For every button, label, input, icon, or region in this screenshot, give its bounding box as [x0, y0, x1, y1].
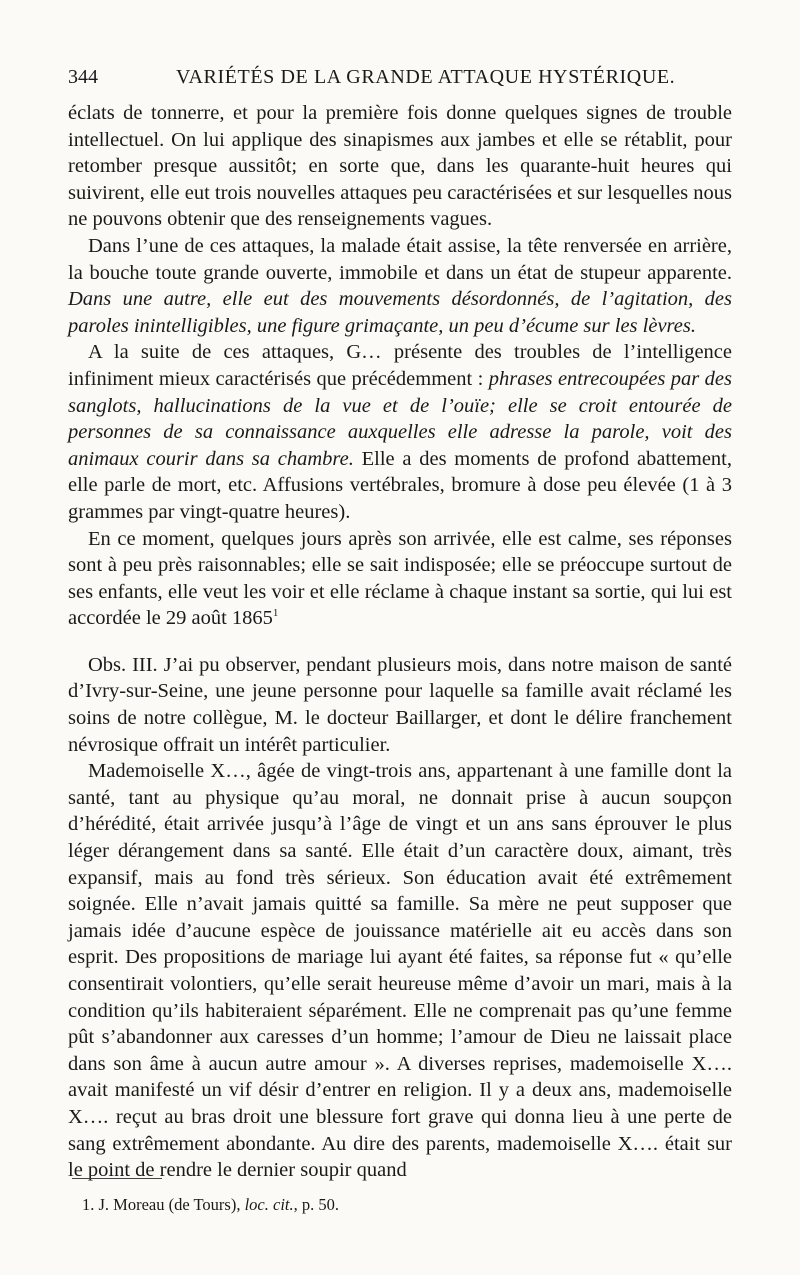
paragraph-obs-3: Obs. III. J’ai pu observer, pendant plusieurs mois, dans notre maison de santé d’Ivry-sur-Seine, une jeune personne pour laquelle sa famille avait réclamé les soins de notre collègue, M. le docteur Baillarger, et dont le délire franchement névrosique offrait un intérêt particulier.: [68, 653, 732, 756]
paragraph-2: [68, 233, 732, 339]
paragraph-4: [68, 526, 732, 632]
running-title: VARIÉTÉS DE LA GRANDE ATTAQUE HYSTÉRIQUE.: [176, 66, 676, 88]
paragraph-3-text: A la suite de ces attaques, G… présente des troubles de l’intelligence infiniment mieux caractérisés que précédemment :: [68, 341, 732, 390]
footnote-number: 1.: [82, 1195, 95, 1214]
footnote-page: , p. 50.: [293, 1195, 339, 1214]
footnote: [82, 1195, 339, 1215]
page-number: 344: [68, 66, 98, 88]
footnote-ref-text: loc. cit.: [244, 1195, 294, 1214]
body-text: [68, 100, 732, 1184]
footnote-ref: 1: [272, 607, 279, 620]
paragraph-3: [68, 339, 732, 525]
paragraph-2-text: Dans l’une de ces attaques, la malade était assise, la tête renversée en arrière, la bouche toute grande ouverte, immobile et dans un état de stupeur apparente.: [68, 234, 732, 284]
paragraph-3-tail: Elle a des moments de profond abattement, elle parle de mort, etc. Affusions vertébrales, bromure à dose peu élevée (1 à 3 grammes par vingt-quatre heures).: [68, 447, 733, 523]
paragraph-2-italic: Dans une autre, elle eut des mouvements désordonnés, de l’agitation, des paroles inintelligibles, une figure grimaçante, un peu d’écume sur les lèvres.: [68, 288, 732, 337]
footnote-author: J. Moreau (de Tours),: [98, 1195, 245, 1214]
paragraph-3-italic: phrases entrecoupées par des sanglots, hallucinations de la vue et de l’ouïe; elle se croit entourée de personnes de sa connaissance auxquelles elle adresse la parole, voit des animaux courir dans sa chambre.: [68, 367, 732, 470]
paragraph-1: éclats de tonnerre, et pour la première fois donne quelques signes de trouble intellectuel. On lui applique des sinapismes aux jambes et elle se rétablit, pour retomber presque aussitôt; en sorte que, dans les quarante-huit heures qui suivirent, elle eut trois nouvelles attaques peu caractérisées et sur lesquelles nous ne pouvons obtenir que des renseignements vagues.: [68, 102, 732, 231]
paragraph-4-text: En ce moment, quelques jours après son arrivée, elle est calme, ses réponses sont à peu près raisonnables; elle se sait indisposée; elle se préoccupe surtout de ses enfants, elle veut les voir et elle réclame à chaque instant sa sortie, qui lui est accordée le 29 août 1865: [68, 527, 732, 630]
footnote-divider: [72, 1178, 162, 1179]
page-header: [68, 66, 736, 96]
paragraph-mademoiselle-x: Mademoiselle X…, âgée de vingt-trois ans, appartenant à une famille dont la santé, tant au physique qu’au moral, ne donnait prise à aucun soupçon d’hérédité, était arrivée jusqu’à l’âge de vingt et un ans sans éprouver le plus léger dérangement dans sa santé. Elle était d’un caractère doux, aimant, très expansif, mais au fond très sérieux. Son éducation avait été extrêmement soignée. Elle n’avait jamais quitté sa famille. Sa mère ne peut supposer que jamais idée d’aucune espèce de jouissance matérielle ait eu accès dans son esprit. Des propositions de mariage lui ayant été faites, sa réponse fut « qu’elle consentirait volontiers, qu’elle serait heureuse même d’avoir un mari, mais à la condition qu’ils habiteraient séparément. Elle ne comprenait pas qu’une femme pût s’abandonner aux caresses d’un homme; l’amour de Dieu ne laissait place dans son âme à aucun autre amour ». A diverses reprises, mademoiselle X…. avait manifesté un vif désir d’entrer en religion. Il y a deux ans, mademoiselle X…. reçut au bras droit une blessure fort grave qui donna lieu à une perte de sang extrêmement abondante. Au dire des parents, mademoiselle X…. était sur le point de rendre le dernier soupir quand: [68, 760, 732, 1182]
